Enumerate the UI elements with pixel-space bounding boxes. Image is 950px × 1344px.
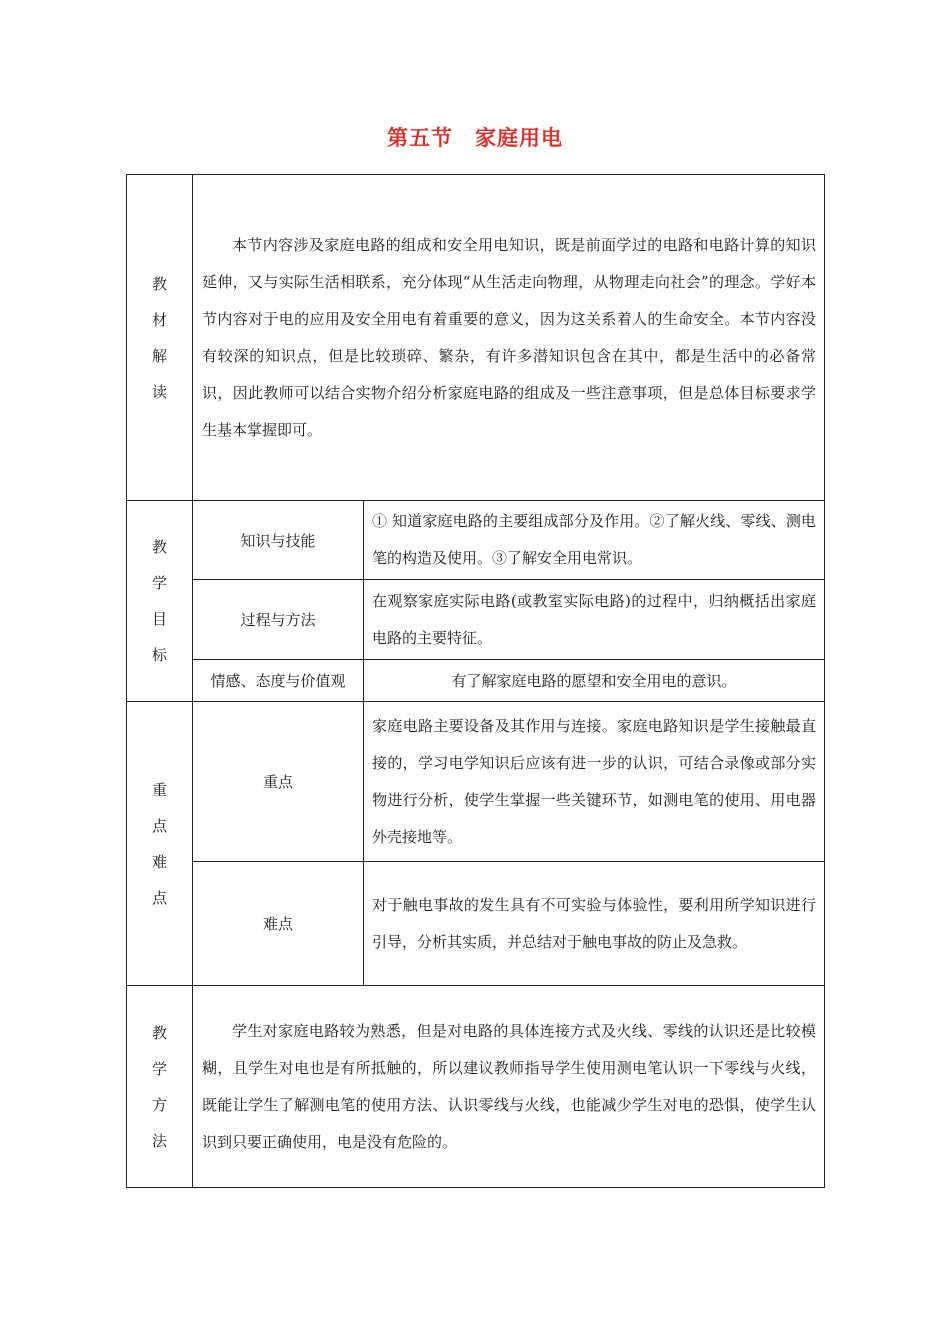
row-goals-process [127,580,825,660]
row-key-point [127,702,825,862]
heading-materials: 教材解读 [151,274,167,401]
keypoint-label-focus: 重点 [193,702,364,862]
methods-text: 学生对家庭电路较为熟悉，但是对电路的具体连接方式及火线、零线的认识还是比较模糊，且学生对电也是有所抵触的，所以建议教师指导学生使用测电笔认识一下零线与火线，既能让学生了解测电笔的使用方法、认识零线与火线，也能减少学生对电的恐惧，使学生认识到只要正确使用，电是没有危险的。 [193,986,825,1188]
keypoint-text-difficulty: 对于触电事故的发生具有不可实验与体验性，要利用所学知识进行引导，分析其实质，并总结对于触电事故的防止及急救。 [364,862,825,986]
heading-methods: 教学方法 [151,1023,167,1150]
materials-text: 本节内容涉及家庭电路的组成和安全用电知识，既是前面学过的电路和电路计算的知识延伸，又与实际生活相联系，充分体现“从生活走向物理，从物理走向社会”的理念。学好本节内容对于电的应用及安全用电有着重要的意义，因为这关系着人的生命安全。本节内容没有较深的知识点，但是比较琐碎、繁杂，有许多潜知识包含在其中，都是生活中的必备常识，因此教师可以结合实物介绍分析家庭电路的组成及一些注意事项，但是总体目标要求学生基本掌握即可。 [193,175,825,501]
heading-goals-cell [127,501,193,702]
goal-label-emotion: 情感、态度与价值观 [193,660,364,702]
goal-label-process: 过程与方法 [193,580,364,660]
keypoint-text-focus: 家庭电路主要设备及其作用与连接。家庭电路知识是学生接触最直接的，学习电学知识后应该有进一步的认识，可结合录像或部分实物进行分析，使学生掌握一些关键环节，如测电笔的使用、用电器外壳接地等。 [364,702,825,862]
title-topic: 家庭用电 [475,126,563,150]
row-goals-knowledge [127,501,825,580]
row-goals-emotion [127,660,825,702]
heading-keypoints-cell [127,702,193,986]
row-difficulty [127,862,825,986]
goal-text-process: 在观察家庭实际电路(或教室实际电路)的过程中，归纳概括出家庭电路的主要特征。 [364,580,825,660]
goal-text-knowledge: ① 知道家庭电路的主要组成部分及作用。②了解火线、零线、测电笔的构造及使用。③了解安全用电常识。 [364,501,825,580]
heading-goals: 教学目标 [151,538,167,664]
lesson-plan-table [126,174,825,1188]
heading-materials-cell [127,175,193,501]
row-methods [127,986,825,1188]
keypoint-label-difficulty: 难点 [193,862,364,986]
row-materials [127,175,825,501]
goal-label-knowledge: 知识与技能 [193,501,364,580]
heading-methods-cell [127,986,193,1188]
title-section-number: 第五节 [387,126,453,150]
page-title [0,122,950,152]
heading-keypoints: 重点难点 [151,780,167,907]
goal-text-emotion: 有了解家庭电路的愿望和安全用电的意识。 [364,660,825,702]
